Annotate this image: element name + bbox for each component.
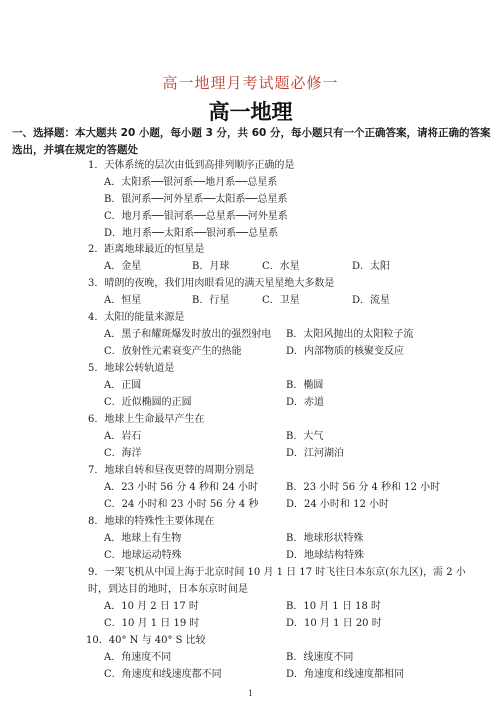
question-stem: 9．一架飞机从中国上海于北京时间 10 月 1 日 17 时飞往日本东京(东九区)，需 2 小时，到达目的地时，日本东京时间是 — [88, 567, 466, 595]
question-stem: 6．地球上生命最早产生在 — [88, 414, 205, 425]
option: C．放射性元素衰变产生的热能 — [104, 346, 242, 357]
option: D．流星 — [352, 295, 391, 306]
option: B．23 小时 56 分 4 秒和 12 小时 — [286, 482, 441, 493]
question-stem: 2．距离地球最近的恒星是 — [88, 244, 205, 255]
option: A．岩石 — [104, 431, 142, 442]
option: D．赤道 — [286, 397, 325, 408]
question-stem: 5．地球公转轨道是 — [88, 363, 175, 374]
option: D．地球结构特殊 — [286, 550, 365, 561]
section-instructions: 一、选择题：本大题共 20 小题，每小题 3 分，共 60 分，每小题只有一个正确答案，请将正确的答案选出，并填在规定的答题处 — [12, 127, 491, 156]
exam-title: 高一地理月考试题必修一 — [162, 74, 339, 92]
option: D．角速度和线速度都相同 — [286, 669, 405, 680]
option: C．水星 — [262, 261, 300, 272]
question-stem: 7．地球自转和昼夜更替的周期分别是 — [88, 465, 255, 476]
option: A．地球上有生物 — [104, 533, 182, 544]
option: D．10 月 1 日 20 时 — [286, 618, 382, 629]
option: B．太阳风抛出的太阳粒子流 — [286, 329, 414, 340]
option: A．金星 — [104, 261, 142, 272]
option: C．海洋 — [104, 448, 142, 459]
option: A．10 月 2 日 17 时 — [104, 601, 199, 612]
option: A．23 小时 56 分 4 秒和 24 小时 — [104, 482, 259, 493]
option: C．10 月 1 日 19 时 — [104, 618, 200, 629]
question-stem: 1．天体系统的层次由低到高排列顺序正确的是 — [88, 160, 295, 171]
option: A．黑子和耀斑爆发时放出的强烈射电 — [104, 329, 272, 340]
option: A．太阳系──银河系──地月系──总星系 — [104, 177, 278, 188]
question-stem: 8．地球的特殊性主要体现在 — [88, 516, 215, 527]
option: A．角速度不同 — [104, 652, 172, 663]
question-stem: 3．晴朗的夜晚，我们用肉眼看见的满天星星绝大多数是 — [88, 278, 335, 289]
option: B．银河系──河外星系──太阳系──总星系 — [104, 194, 288, 205]
option: C．近似椭圆的正圆 — [104, 397, 192, 408]
option: A．恒星 — [104, 295, 142, 306]
option: A．正圆 — [104, 380, 142, 391]
option: C．地球运动特殊 — [104, 550, 182, 561]
question-stem: 4．太阳的能量来源是 — [88, 312, 185, 323]
option: C．卫星 — [262, 295, 300, 306]
option: D．地月系──太阳系──银河系──总星系 — [104, 228, 279, 239]
option: D．24 小时和 12 小时 — [286, 499, 390, 510]
option: B．椭圆 — [286, 380, 324, 391]
option: B．月球 — [192, 261, 230, 272]
option: D．内部物质的核聚变反应 — [286, 346, 405, 357]
option: B．10 月 1 日 18 时 — [286, 601, 382, 612]
question-stem: 10．40° N 与 40° S 比较 — [86, 635, 206, 646]
option: B．线速度不同 — [286, 652, 354, 663]
option: C．角速度和线速度都不同 — [104, 669, 222, 680]
option: B．大气 — [286, 431, 324, 442]
page-number: 1 — [247, 689, 254, 698]
option: D．江河湖泊 — [286, 448, 345, 459]
subject-title: 高一地理 — [208, 100, 293, 124]
option: D．太阳 — [352, 261, 391, 272]
option: C．地月系──银河系──总星系──河外星系 — [104, 211, 288, 222]
option: B．地球形状特殊 — [286, 533, 364, 544]
option: C．24 小时和 23 小时 56 分 4 秒 — [104, 499, 259, 510]
option: B．行星 — [192, 295, 230, 306]
